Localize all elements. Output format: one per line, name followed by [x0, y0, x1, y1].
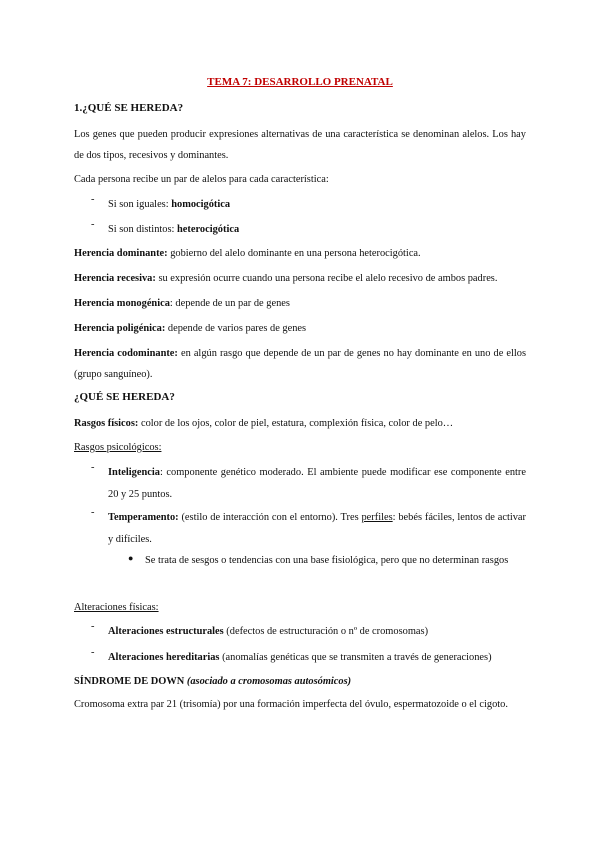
list-marker: -: [91, 507, 95, 518]
pair-paragraph: Cada persona recibe un par de alelos para cada característica:: [74, 174, 329, 185]
sub-bullet-text: Se trata de sesgos o tendencias con una base fisiológica, pero que no determinan rasgos: [145, 555, 509, 566]
bullet-icon: ●: [128, 553, 134, 563]
list-item-heterocigotica: Si son distintos: heterocigótica: [108, 224, 240, 235]
list-marker: -: [91, 194, 95, 205]
list-marker: -: [91, 219, 95, 230]
page-title: TEMA 7: DESARROLLO PRENATAL: [207, 76, 393, 88]
list-item-alteraciones-estructurales: Alteraciones estructurales (defectos de estructuración o nº de cromosomas): [108, 626, 429, 637]
list-item-homocigotica: Si son iguales: homocigótica: [108, 199, 231, 210]
list-marker: -: [91, 647, 95, 658]
list-item-inteligencia: Inteligencia: componente genético moderado. El ambiente puede modificar ese componente entre 20 y 25 puntos.: [108, 467, 526, 500]
alteraciones-fisicas-label: Alteraciones físicas:: [74, 602, 159, 613]
heading-que-se-hereda-1: 1.¿QUÉ SE HEREDA?: [74, 102, 184, 114]
def-herencia-dominante: Herencia dominante: gobierno del alelo dominante en una persona heterocigótica.: [74, 248, 421, 259]
def-herencia-recesiva: Herencia recesiva: su expresión ocurre cuando una persona recibe el alelo recesivo de ambos padres.: [74, 273, 498, 284]
rasgos-psicologicos-label: Rasgos psicológicos:: [74, 442, 162, 453]
def-herencia-codominante: Herencia codominante: en algún rasgo que depende de un par de genes no hay dominante en uno de ellos (grupo sanguíneo).: [74, 348, 527, 380]
down-paragraph: Cromosoma extra par 21 (trisomía) por una formación imperfecta del óvulo, espermatozoide o el cigoto.: [74, 699, 508, 710]
def-herencia-monogenica: Herencia monogénica: depende de un par de genes: [74, 298, 290, 309]
heading-que-se-hereda-2: ¿QUÉ SE HEREDA?: [74, 391, 175, 403]
list-marker: -: [91, 462, 95, 473]
heading-sindrome-down: SÍNDROME DE DOWN (asociado a cromosomas autosómicos): [74, 676, 352, 687]
rasgos-fisicos: Rasgos físicos: color de los ojos, color de piel, estatura, complexión física, color de pelo…: [74, 418, 454, 429]
list-item-alteraciones-hereditarias: Alteraciones hereditarias (anomalías genéticas que se transmiten a través de generaciones): [108, 652, 492, 663]
list-marker: -: [91, 621, 95, 632]
def-herencia-poligenica: Herencia poligénica: depende de varios pares de genes: [74, 323, 307, 334]
intro-paragraph: Los genes que pueden producir expresiones alternativas de una característica se denominan alelos. Los hay de dos tipos, recesivos y dominantes.: [74, 129, 526, 161]
list-item-temperamento: Temperamento: (estilo de interacción con el entorno). Tres perfiles: bebés fáciles, lentos de activar y difíciles.: [108, 512, 526, 545]
